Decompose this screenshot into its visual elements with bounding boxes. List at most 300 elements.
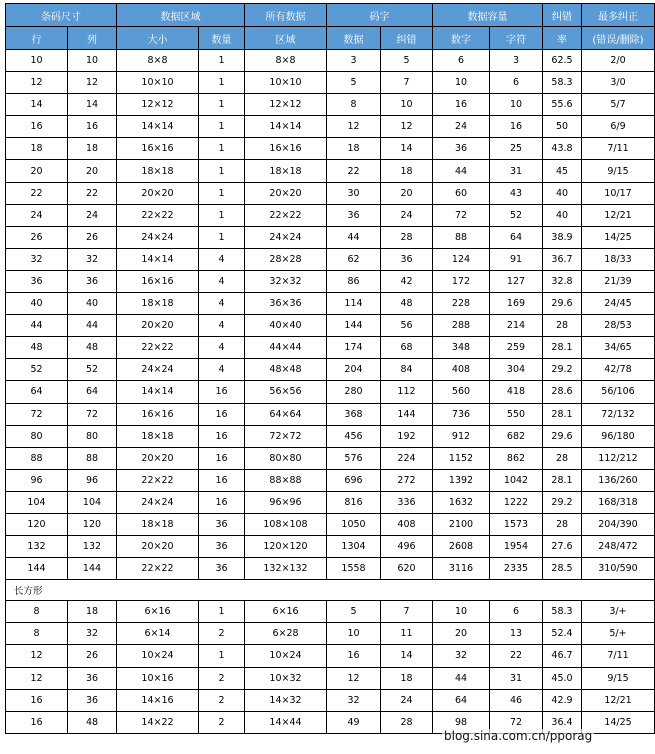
table-cell: 29.6	[543, 425, 582, 447]
table-cell: 136/260	[582, 469, 655, 491]
table-cell: 6/9	[582, 116, 655, 138]
table-cell: 5	[381, 50, 433, 72]
table-cell: 14	[6, 94, 68, 116]
table-row	[6, 270, 655, 292]
table-cell: 10	[433, 601, 490, 623]
table-cell: 56	[381, 315, 433, 337]
table-cell: 11	[381, 623, 433, 645]
table-row	[6, 160, 655, 182]
table-row	[6, 689, 655, 711]
table-cell: 45	[543, 160, 582, 182]
table-cell: 7	[381, 72, 433, 94]
table-cell: 620	[381, 558, 433, 580]
table-cell: 64	[490, 226, 543, 248]
table-cell: 28/53	[582, 315, 655, 337]
table-cell: 28.5	[543, 558, 582, 580]
table-cell: 112/212	[582, 447, 655, 469]
table-cell: 228	[433, 293, 490, 315]
table-cell: 28.1	[543, 469, 582, 491]
table-cell: 96	[68, 469, 117, 491]
table-cell: 28.1	[543, 403, 582, 425]
table-cell: 408	[381, 513, 433, 535]
table-cell: 18/33	[582, 248, 655, 270]
table-cell: 14×44	[245, 711, 327, 733]
header-group-row	[6, 4, 655, 27]
table-cell: 36	[68, 689, 117, 711]
table-cell: 36	[68, 270, 117, 292]
table-cell: 36×36	[245, 293, 327, 315]
table-cell: 14×14	[117, 248, 199, 270]
table-cell: 12/21	[582, 689, 655, 711]
table-cell: 2	[199, 689, 245, 711]
header-data-region: 数据区域	[117, 4, 245, 27]
table-cell: 456	[327, 425, 381, 447]
table-cell: 18×18	[117, 293, 199, 315]
table-cell: 4	[199, 270, 245, 292]
table-cell: 172	[433, 270, 490, 292]
table-cell: 10	[327, 623, 381, 645]
table-cell: 64×64	[245, 403, 327, 425]
table-cell: 248/472	[582, 536, 655, 558]
table-cell: 48	[68, 337, 117, 359]
table-cell: 58.3	[543, 72, 582, 94]
table-cell: 736	[433, 403, 490, 425]
table-cell: 224	[381, 447, 433, 469]
table-cell: 46	[490, 689, 543, 711]
table-cell: 368	[327, 403, 381, 425]
table-cell: 1	[199, 50, 245, 72]
table-cell: 16	[199, 491, 245, 513]
table-cell: 10	[68, 50, 117, 72]
table-cell: 91	[490, 248, 543, 270]
table-cell: 132	[68, 536, 117, 558]
table-row	[6, 116, 655, 138]
table-cell: 16×16	[117, 138, 199, 160]
table-cell: 6×28	[245, 623, 327, 645]
table-cell: 10×10	[245, 72, 327, 94]
table-cell: 22	[68, 182, 117, 204]
table-cell: 26	[68, 226, 117, 248]
table-cell: 7/11	[582, 138, 655, 160]
table-cell: 1	[199, 182, 245, 204]
table-cell: 272	[381, 469, 433, 491]
subheader-numeric: 数字	[433, 27, 490, 50]
table-cell: 4	[199, 248, 245, 270]
table-cell: 44	[433, 160, 490, 182]
table-row	[6, 359, 655, 381]
table-cell: 28	[543, 447, 582, 469]
table-cell: 10×16	[117, 667, 199, 689]
table-cell: 32	[68, 248, 117, 270]
subheader-count: 数量	[199, 27, 245, 50]
table-cell: 214	[490, 315, 543, 337]
table-cell: 3	[327, 50, 381, 72]
table-cell: 28	[381, 711, 433, 733]
table-cell: 58.3	[543, 601, 582, 623]
table-cell: 16	[199, 469, 245, 491]
table-cell: 48	[68, 711, 117, 733]
table-cell: 12/21	[582, 204, 655, 226]
table-cell: 20×20	[117, 315, 199, 337]
table-cell: 3/+	[582, 601, 655, 623]
table-cell: 14×14	[245, 116, 327, 138]
table-cell: 16	[6, 711, 68, 733]
table-cell: 14/25	[582, 226, 655, 248]
table-cell: 80×80	[245, 447, 327, 469]
table-cell: 72×72	[245, 425, 327, 447]
table-cell: 28.1	[543, 337, 582, 359]
table-cell: 120	[68, 513, 117, 535]
table-cell: 20×20	[117, 536, 199, 558]
table-row	[6, 204, 655, 226]
table-cell: 1	[199, 226, 245, 248]
table-cell: 48×48	[245, 359, 327, 381]
table-cell: 204/390	[582, 513, 655, 535]
table-cell: 1	[199, 94, 245, 116]
table-cell: 1	[199, 160, 245, 182]
table-cell: 336	[381, 491, 433, 513]
table-cell: 36	[433, 138, 490, 160]
table-row	[6, 293, 655, 315]
table-cell: 144	[68, 558, 117, 580]
header-max-correction: 最多纠正	[582, 4, 655, 27]
watermark: blog.sina.com.cn/pporag	[444, 729, 593, 743]
table-cell: 48	[381, 293, 433, 315]
table-cell: 44	[68, 315, 117, 337]
table-cell: 32	[433, 645, 490, 667]
table-cell: 34/65	[582, 337, 655, 359]
table-cell: 1	[199, 116, 245, 138]
table-cell: 29.2	[543, 491, 582, 513]
table-cell: 88	[68, 447, 117, 469]
table-cell: 1304	[327, 536, 381, 558]
table-row	[6, 226, 655, 248]
table-cell: 120×120	[245, 536, 327, 558]
table-cell: 40×40	[245, 315, 327, 337]
table-cell: 18×18	[245, 160, 327, 182]
table-cell: 4	[199, 293, 245, 315]
table-cell: 12×12	[245, 94, 327, 116]
table-cell: 64	[68, 381, 117, 403]
table-cell: 24	[381, 689, 433, 711]
table-cell: 40	[543, 182, 582, 204]
table-cell: 120	[6, 513, 68, 535]
table-cell: 8	[327, 94, 381, 116]
subheader-ecc: 纠错	[381, 27, 433, 50]
table-cell: 20×20	[117, 447, 199, 469]
datamatrix-spec-table	[5, 3, 655, 734]
table-row	[6, 381, 655, 403]
table-cell: 42	[381, 270, 433, 292]
table-cell: 169	[490, 293, 543, 315]
header-error-correction: 纠错	[543, 4, 582, 27]
table-row	[6, 72, 655, 94]
table-cell: 16	[199, 447, 245, 469]
table-cell: 72	[433, 204, 490, 226]
table-cell: 80	[68, 425, 117, 447]
table-cell: 18	[68, 138, 117, 160]
table-cell: 16	[199, 403, 245, 425]
table-cell: 26	[6, 226, 68, 248]
table-cell: 29.2	[543, 359, 582, 381]
table-cell: 310/590	[582, 558, 655, 580]
table-cell: 88	[6, 447, 68, 469]
table-cell: 80	[6, 425, 68, 447]
table-cell: 9/15	[582, 667, 655, 689]
table-cell: 127	[490, 270, 543, 292]
table-cell: 20	[381, 182, 433, 204]
table-cell: 280	[327, 381, 381, 403]
table-cell: 40	[68, 293, 117, 315]
table-cell: 348	[433, 337, 490, 359]
table-cell: 5/+	[582, 623, 655, 645]
table-cell: 418	[490, 381, 543, 403]
table-cell: 43.8	[543, 138, 582, 160]
subheader-data: 数据	[327, 27, 381, 50]
table-cell: 6×14	[117, 623, 199, 645]
table-cell: 6×16	[245, 601, 327, 623]
table-cell: 144	[327, 315, 381, 337]
table-cell: 16	[68, 116, 117, 138]
table-cell: 14×16	[117, 689, 199, 711]
table-cell: 31	[490, 160, 543, 182]
table-row	[6, 536, 655, 558]
table-cell: 408	[433, 359, 490, 381]
table-cell: 2	[199, 667, 245, 689]
table-cell: 42/78	[582, 359, 655, 381]
header-all-data: 所有数据	[245, 4, 327, 27]
table-cell: 12	[6, 645, 68, 667]
table-cell: 20×20	[245, 182, 327, 204]
table-cell: 52.4	[543, 623, 582, 645]
table-cell: 259	[490, 337, 543, 359]
table-cell: 28	[381, 226, 433, 248]
table-cell: 576	[327, 447, 381, 469]
table-cell: 12	[381, 116, 433, 138]
table-row	[6, 491, 655, 513]
table-cell: 1050	[327, 513, 381, 535]
table-cell: 38.9	[543, 226, 582, 248]
table-cell: 36	[327, 204, 381, 226]
table-cell: 174	[327, 337, 381, 359]
table-cell: 1	[199, 204, 245, 226]
table-cell: 40	[543, 204, 582, 226]
table-cell: 16	[433, 94, 490, 116]
table-cell: 124	[433, 248, 490, 270]
table-cell: 20×20	[117, 182, 199, 204]
table-cell: 1573	[490, 513, 543, 535]
table-cell: 45.0	[543, 667, 582, 689]
table-cell: 32	[327, 689, 381, 711]
table-cell: 912	[433, 425, 490, 447]
table-cell: 6	[490, 601, 543, 623]
table-cell: 72	[490, 711, 543, 733]
table-cell: 22×22	[117, 558, 199, 580]
table-cell: 16	[6, 116, 68, 138]
table-cell: 68	[381, 337, 433, 359]
table-cell: 62.5	[543, 50, 582, 72]
table-cell: 44×44	[245, 337, 327, 359]
table-cell: 72/132	[582, 403, 655, 425]
table-cell: 27.6	[543, 536, 582, 558]
table-cell: 52	[490, 204, 543, 226]
table-cell: 44	[433, 667, 490, 689]
table-cell: 4	[199, 315, 245, 337]
table-cell: 192	[381, 425, 433, 447]
table-cell: 62	[327, 248, 381, 270]
table-cell: 12	[327, 116, 381, 138]
table-cell: 28.6	[543, 381, 582, 403]
table-cell: 84	[381, 359, 433, 381]
table-cell: 7/11	[582, 645, 655, 667]
table-cell: 24×24	[117, 491, 199, 513]
table-cell: 56/106	[582, 381, 655, 403]
table-cell: 9/15	[582, 160, 655, 182]
table-cell: 10	[490, 94, 543, 116]
table-cell: 26	[68, 645, 117, 667]
table-cell: 104	[68, 491, 117, 513]
table-cell: 18×18	[117, 160, 199, 182]
table-cell: 13	[490, 623, 543, 645]
table-cell: 10×24	[245, 645, 327, 667]
table-cell: 32×32	[245, 270, 327, 292]
table-cell: 3/0	[582, 72, 655, 94]
table-cell: 5	[327, 601, 381, 623]
table-cell: 204	[327, 359, 381, 381]
table-cell: 36	[68, 667, 117, 689]
table-cell: 1558	[327, 558, 381, 580]
table-cell: 36	[199, 536, 245, 558]
table-cell: 24	[433, 116, 490, 138]
table-cell: 5/7	[582, 94, 655, 116]
table-cell: 14×22	[117, 711, 199, 733]
table-cell: 2	[199, 711, 245, 733]
table-cell: 72	[68, 403, 117, 425]
table-row	[6, 425, 655, 447]
table-cell: 28	[543, 513, 582, 535]
table-cell: 96×96	[245, 491, 327, 513]
table-cell: 36	[381, 248, 433, 270]
table-cell: 31	[490, 667, 543, 689]
table-cell: 28×28	[245, 248, 327, 270]
table-row	[6, 645, 655, 667]
table-cell: 1632	[433, 491, 490, 513]
table-cell: 10	[6, 50, 68, 72]
subheader-error-erasure: (错误/删除)	[582, 27, 655, 50]
table-cell: 10/17	[582, 182, 655, 204]
table-cell: 18	[327, 138, 381, 160]
table-cell: 114	[327, 293, 381, 315]
subheader-size: 大小	[117, 27, 199, 50]
table-cell: 36	[199, 558, 245, 580]
table-cell: 10×32	[245, 667, 327, 689]
table-cell: 42.9	[543, 689, 582, 711]
table-cell: 24×24	[117, 226, 199, 248]
table-row	[6, 469, 655, 491]
table-row	[6, 667, 655, 689]
table-cell: 52	[68, 359, 117, 381]
table-cell: 12	[6, 72, 68, 94]
subheader-alnum: 字符	[490, 27, 543, 50]
table-cell: 55.6	[543, 94, 582, 116]
table-cell: 288	[433, 315, 490, 337]
table-cell: 4	[199, 337, 245, 359]
table-cell: 21/39	[582, 270, 655, 292]
table-cell: 2	[199, 623, 245, 645]
table-cell: 36.7	[543, 248, 582, 270]
table-cell: 36	[6, 270, 68, 292]
table-cell: 14/25	[582, 711, 655, 733]
table-cell: 60	[433, 182, 490, 204]
table-cell: 40	[6, 293, 68, 315]
table-cell: 32.8	[543, 270, 582, 292]
table-cell: 3116	[433, 558, 490, 580]
table-cell: 16×16	[117, 270, 199, 292]
table-cell: 12×12	[117, 94, 199, 116]
table-cell: 36.4	[543, 711, 582, 733]
table-cell: 22×22	[117, 469, 199, 491]
table-cell: 7	[381, 601, 433, 623]
table-row	[6, 94, 655, 116]
subheader-rate: 率	[543, 27, 582, 50]
table-cell: 22	[6, 182, 68, 204]
table-cell: 12	[327, 667, 381, 689]
table-cell: 18×18	[117, 425, 199, 447]
table-cell: 1222	[490, 491, 543, 513]
table-cell: 46.7	[543, 645, 582, 667]
table-row	[6, 315, 655, 337]
table-cell: 14×32	[245, 689, 327, 711]
table-cell: 16×16	[245, 138, 327, 160]
table-cell: 1	[199, 645, 245, 667]
table-cell: 64	[6, 381, 68, 403]
table-cell: 144	[6, 558, 68, 580]
table-cell: 550	[490, 403, 543, 425]
table-cell: 862	[490, 447, 543, 469]
table-cell: 14×14	[117, 116, 199, 138]
table-cell: 64	[433, 689, 490, 711]
table-row	[6, 337, 655, 359]
table-row	[6, 513, 655, 535]
table-cell: 144	[381, 403, 433, 425]
table-row	[6, 182, 655, 204]
table-cell: 6×16	[117, 601, 199, 623]
section-row	[6, 580, 655, 601]
table-cell: 8	[6, 601, 68, 623]
table-cell: 36	[199, 513, 245, 535]
table-cell: 32	[68, 623, 117, 645]
table-cell: 52	[6, 359, 68, 381]
table-cell: 1	[199, 72, 245, 94]
table-cell: 1042	[490, 469, 543, 491]
table-cell: 14	[381, 645, 433, 667]
table-cell: 12	[68, 72, 117, 94]
table-cell: 48	[6, 337, 68, 359]
table-row	[6, 248, 655, 270]
table-cell: 16	[199, 425, 245, 447]
table-cell: 6	[433, 50, 490, 72]
section-label-rectangle: 长方形	[6, 580, 655, 601]
subheader-rows: 行	[6, 27, 68, 50]
table-cell: 50	[543, 116, 582, 138]
table-cell: 1	[199, 138, 245, 160]
table-row	[6, 623, 655, 645]
table-cell: 496	[381, 536, 433, 558]
table-cell: 22×22	[117, 337, 199, 359]
table-cell: 1152	[433, 447, 490, 469]
table-cell: 96/180	[582, 425, 655, 447]
table-cell: 14	[381, 138, 433, 160]
